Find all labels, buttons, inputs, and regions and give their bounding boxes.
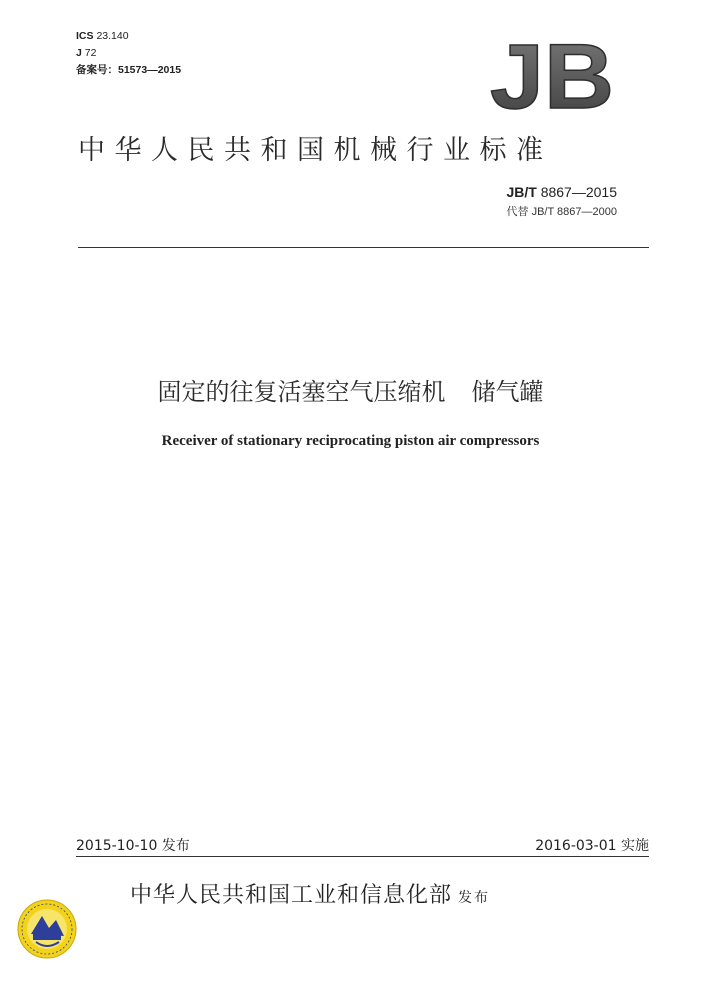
bottom-divider (76, 856, 649, 857)
logo-text: JB (490, 34, 614, 116)
issuer (130, 878, 490, 909)
standard-code: JB/T (506, 184, 537, 200)
filing-number: 备案号：51573—2015 (76, 64, 182, 76)
standard-number-block (506, 184, 617, 219)
ics-label: ICS (76, 30, 94, 42)
classification-line (76, 45, 181, 62)
chinese-title-main: 固定的往复活塞空气压缩机 (157, 378, 446, 406)
jb-logo-icon (487, 34, 617, 116)
chinese-title-sub: 储气罐 (471, 378, 544, 406)
issuer-suffix: 发布 (458, 890, 491, 906)
ics-value: 23.140 (96, 30, 129, 42)
standard-serial: 8867—2015 (540, 184, 617, 200)
seal-stamp-icon (16, 898, 78, 960)
issuer-name: 中华人民共和国工业和信息化部 (130, 883, 453, 908)
chinese-title (0, 372, 701, 407)
ics-line (76, 28, 181, 45)
document-meta (76, 28, 181, 79)
classification-label: J (76, 47, 82, 59)
classification-value: 72 (84, 47, 97, 59)
standard-number (506, 184, 617, 200)
issue-date: 2015-10-10 发布 (76, 838, 190, 854)
replaces-standard: 代替 JB/T 8867—2000 (506, 206, 617, 218)
effective-date: 2016-03-01 实施 (535, 838, 649, 854)
org-title: 中华人民共和国机械行业标准 (78, 135, 553, 166)
top-divider (78, 247, 649, 248)
english-title: Receiver of stationary reciprocating piston air compressors (161, 433, 540, 449)
